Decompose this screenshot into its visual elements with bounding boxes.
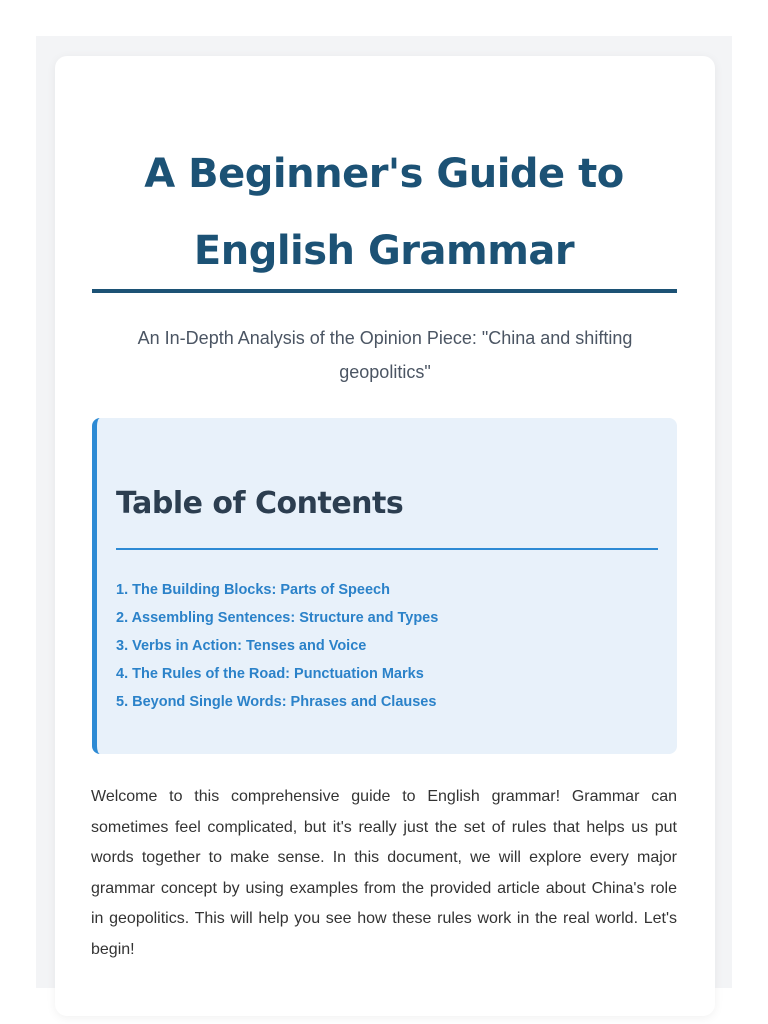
page-subtitle: An In-Depth Analysis of the Opinion Piece: "China and shifting geopolitics": [137, 328, 633, 382]
table-of-contents: [92, 418, 677, 754]
title-divider: [92, 289, 677, 293]
toc-link-parts-of-speech[interactable]: 1. The Building Blocks: Parts of Speech: [116, 582, 390, 598]
page-title: A Beginner's Guide to English Grammar: [144, 151, 624, 274]
toc-item: [116, 576, 438, 604]
toc-link-punctuation[interactable]: 4. The Rules of the Road: Punctuation Marks: [116, 666, 424, 682]
toc-list: [116, 576, 438, 716]
toc-divider: [116, 548, 658, 550]
toc-item: [116, 604, 438, 632]
toc-link-sentence-structure[interactable]: 2. Assembling Sentences: Structure and Types: [116, 610, 439, 626]
page-background: [36, 36, 732, 988]
toc-link-verbs[interactable]: 3. Verbs in Action: Tenses and Voice: [116, 638, 367, 654]
document-card: [55, 56, 715, 1016]
toc-item: [116, 660, 438, 688]
toc-link-phrases-clauses[interactable]: 5. Beyond Single Words: Phrases and Clauses: [116, 694, 437, 710]
intro-paragraph: Welcome to this comprehensive guide to English grammar! Grammar can sometimes feel complicated, but it's really just the set of rules that helps us put words together to make sense. In this document, we will explore every major grammar concept by using examples from the provided article about China's role in geopolitics. This will help you see how these rules work in the real world. Let's begin!: [91, 788, 677, 958]
toc-heading: Table of Contents: [116, 486, 404, 521]
toc-item: [116, 688, 438, 716]
toc-item: [116, 632, 438, 660]
